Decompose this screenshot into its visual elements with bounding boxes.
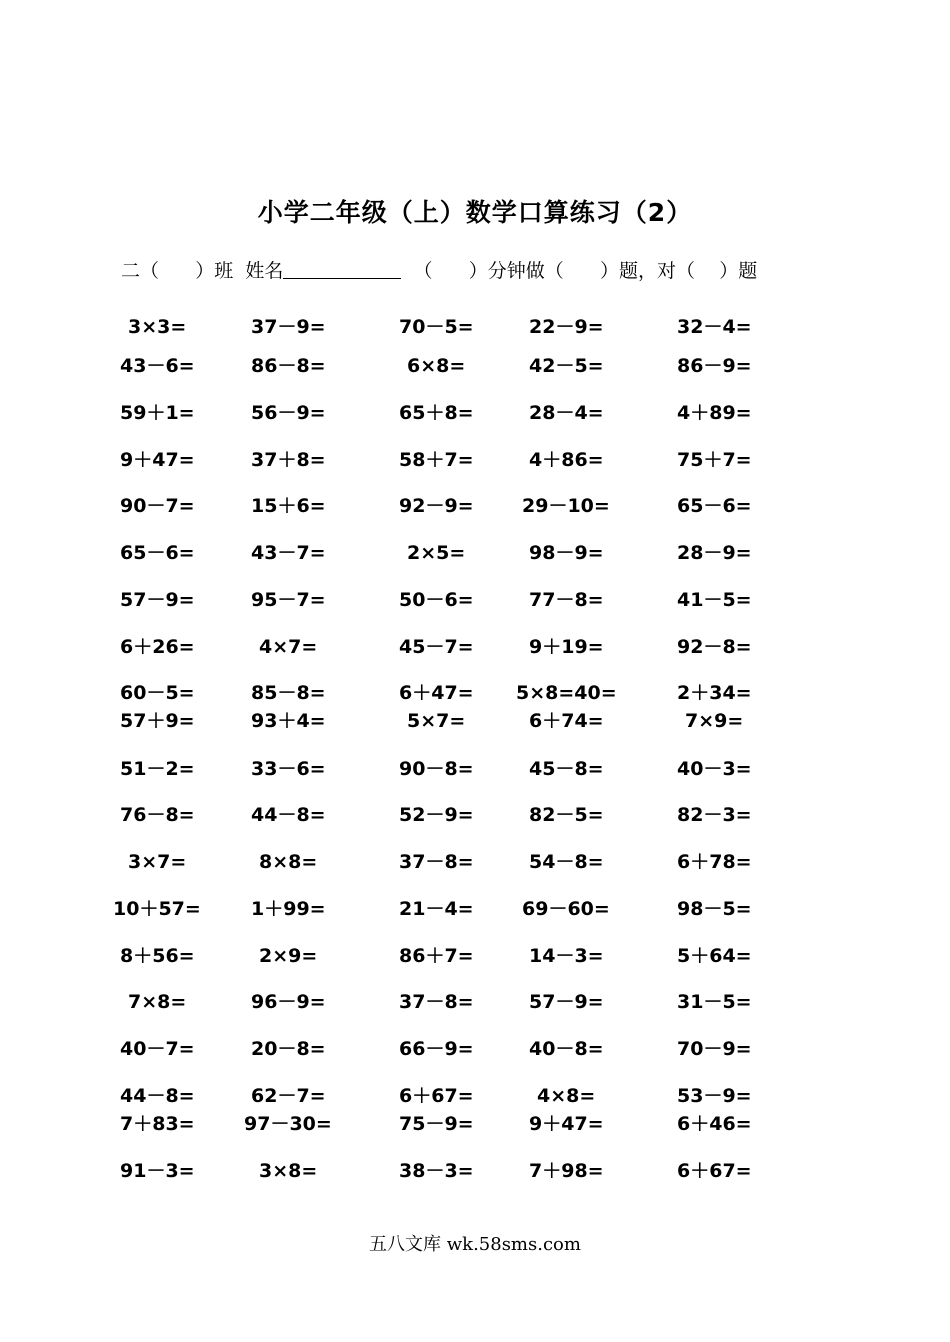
exercise-item: 6×8= [407, 355, 466, 377]
exercise-item: 7＋98= [529, 1160, 604, 1182]
exercise-item: 90－8= [399, 758, 474, 780]
exercise-item: 6＋78= [677, 851, 752, 873]
exercise-item: 56－9= [251, 402, 326, 424]
exercise-item: 59＋1= [120, 402, 195, 424]
exercise-item: 65－6= [120, 542, 195, 564]
name-label: 姓名 [245, 260, 284, 282]
exercise-item: 69－60= [522, 898, 610, 920]
exercise-item: 15＋6= [251, 495, 326, 517]
exercise-item: 43－6= [120, 355, 195, 377]
exercise-item: 98－9= [529, 542, 604, 564]
exercise-item: 8×8= [259, 851, 318, 873]
exercise-item: 58＋7= [399, 449, 474, 471]
exercise-item: 37＋8= [251, 449, 326, 471]
exercise-item: 9＋47= [529, 1113, 604, 1135]
exercise-item: 90－7= [120, 495, 195, 517]
exercise-item: 10＋57= [113, 898, 201, 920]
exercise-item: 65－6= [677, 495, 752, 517]
exercise-item: 9＋47= [120, 449, 195, 471]
exercise-item: 31－5= [677, 991, 752, 1013]
exercise-item: 62－7= [251, 1085, 326, 1107]
exercise-item: 54－8= [529, 851, 604, 873]
exercise-item: 21－4= [399, 898, 474, 920]
exercise-item: 3×7= [128, 851, 187, 873]
time-label: ）分钟做（ [468, 260, 564, 282]
exercise-item: 5×7= [407, 710, 466, 732]
class-suffix: ）班 [195, 260, 234, 282]
exercise-item: 82－3= [677, 804, 752, 826]
exercise-item: 44－8= [251, 804, 326, 826]
exercise-item: 2＋34= [677, 682, 752, 704]
exercise-item: 45－7= [399, 636, 474, 658]
exercise-item: 9＋19= [529, 636, 604, 658]
exercise-item: 43－7= [251, 542, 326, 564]
exercise-item: 40－7= [120, 1038, 195, 1060]
exercise-item: 40－8= [529, 1038, 604, 1060]
exercise-item: 76－8= [120, 804, 195, 826]
exercise-item: 3×8= [259, 1160, 318, 1182]
exercise-item: 6＋67= [399, 1085, 474, 1107]
exercise-item: 4＋86= [529, 449, 604, 471]
exercise-item: 41－5= [677, 589, 752, 611]
exercise-item: 37－8= [399, 991, 474, 1013]
exercise-item: 1＋99= [251, 898, 326, 920]
exercise-item: 85－8= [251, 682, 326, 704]
exercise-item: 92－9= [399, 495, 474, 517]
exercise-item: 77－8= [529, 589, 604, 611]
exercise-item: 7×9= [685, 710, 744, 732]
exercise-item: 57＋9= [120, 710, 195, 732]
exercise-item: 4×7= [259, 636, 318, 658]
exercise-item: 51－2= [120, 758, 195, 780]
exercise-item: 6＋46= [677, 1113, 752, 1135]
exercise-item: 65＋8= [399, 402, 474, 424]
exercise-item: 66－9= [399, 1038, 474, 1060]
exercise-item: 7×8= [128, 991, 187, 1013]
exercise-item: 86－8= [251, 355, 326, 377]
exercise-item: 86－9= [677, 355, 752, 377]
exercise-item: 33－6= [251, 758, 326, 780]
exercise-item: 29－10= [522, 495, 610, 517]
exercise-item: 4×8= [537, 1085, 596, 1107]
exercise-item: 8＋56= [120, 945, 195, 967]
exercise-item: 70－9= [677, 1038, 752, 1060]
exercise-item: 57－9= [529, 991, 604, 1013]
exercise-item: 6＋47= [399, 682, 474, 704]
exercise-item: 14－3= [529, 945, 604, 967]
page-title: 小学二年级（上）数学口算练习（2） [257, 198, 693, 227]
exercise-item: 38－3= [399, 1160, 474, 1182]
exercise-item: 32－4= [677, 316, 752, 338]
exercise-item: 52－9= [399, 804, 474, 826]
exercise-item: 93＋4= [251, 710, 326, 732]
exercise-item: 60－5= [120, 682, 195, 704]
exercise-item: 37－9= [251, 316, 326, 338]
time-open: （ [413, 260, 433, 282]
exercise-item: 53－9= [677, 1085, 752, 1107]
exercise-item: 70－5= [399, 316, 474, 338]
exercise-item: 3×3= [128, 316, 187, 338]
exercise-item: 2×5= [407, 542, 466, 564]
exercise-item: 44－8= [120, 1085, 195, 1107]
footer-watermark: 五八文库 wk.58sms.com [369, 1234, 581, 1255]
exercise-item: 42－5= [529, 355, 604, 377]
exercise-item: 95－7= [251, 589, 326, 611]
exercise-item: 75＋7= [677, 449, 752, 471]
exercise-item: 40－3= [677, 758, 752, 780]
exercise-item: 45－8= [529, 758, 604, 780]
exercise-item: 57－9= [120, 589, 195, 611]
exercise-item: 6＋67= [677, 1160, 752, 1182]
exercise-item: 28－9= [677, 542, 752, 564]
exercise-item: 92－8= [677, 636, 752, 658]
exercise-item: 6＋26= [120, 636, 195, 658]
exercise-item: 28－4= [529, 402, 604, 424]
correct-label: ）题 [719, 260, 758, 282]
class-prefix: 二（ [121, 260, 160, 282]
exercise-item: 37－8= [399, 851, 474, 873]
exercise-item: 91－3= [120, 1160, 195, 1182]
exercise-item: 82－5= [529, 804, 604, 826]
exercise-item: 7＋83= [120, 1113, 195, 1135]
exercise-item: 2×9= [259, 945, 318, 967]
exercise-item: 6＋74= [529, 710, 604, 732]
exercise-item: 4＋89= [677, 402, 752, 424]
exercise-item: 75－9= [399, 1113, 474, 1135]
exercise-item: 96－9= [251, 991, 326, 1013]
exercise-item: 22－9= [529, 316, 604, 338]
exercise-item: 97－30= [244, 1113, 332, 1135]
exercise-item: 98－5= [677, 898, 752, 920]
exercise-item: 20－8= [251, 1038, 326, 1060]
exercise-item: 86＋7= [399, 945, 474, 967]
done-label: ）题，对（ [600, 260, 696, 282]
exercise-item: 5×8=40= [516, 682, 617, 704]
exercise-item: 5＋64= [677, 945, 752, 967]
exercise-item: 50－6= [399, 589, 474, 611]
